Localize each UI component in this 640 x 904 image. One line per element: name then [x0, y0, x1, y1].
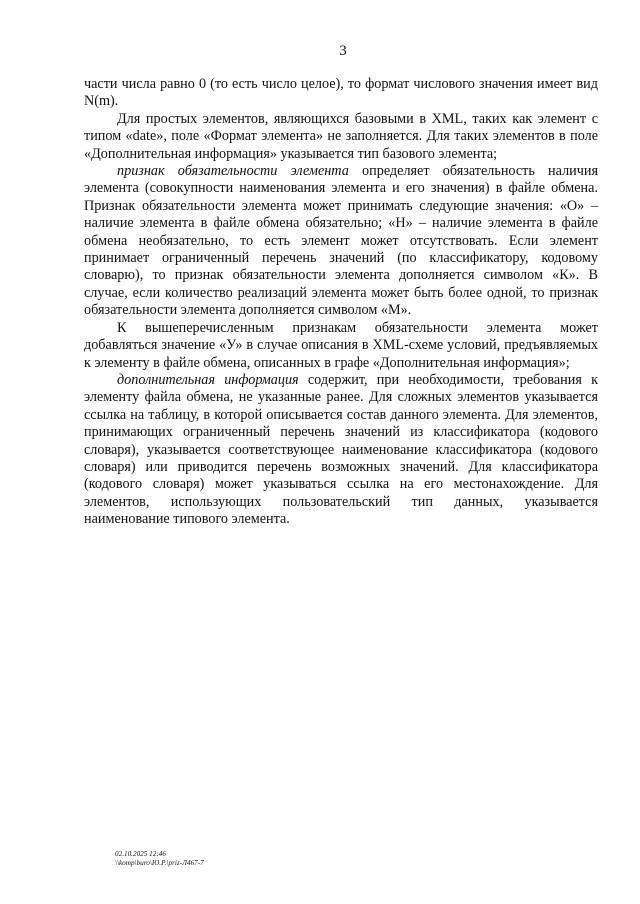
document-body: [84, 76, 598, 529]
paragraph-continuation: [84, 76, 598, 111]
paragraph-additional-info: [84, 372, 598, 529]
term-mandatory-flag: признак обязательности элемента: [117, 163, 349, 180]
term-additional-info: дополнительная информация: [117, 371, 299, 388]
paragraph-text: Для простых элементов, являющихся базовыми в XML, таких как элемент с типом «date», поле «Формат элемента» не заполняется. Для таких элементов в поле «Дополнительная информация» указывается тип базового элемента;: [84, 110, 598, 162]
paragraph-mandatory-flag: [84, 163, 598, 320]
page-number: 3: [339, 43, 347, 59]
paragraph-text: содержит, при необходимости, требования к элементу файла обмена, не указанные ранее. Для сложных элементов указывается ссылка на таблицу, в которой описывается состав данного элемента. Для элементов, принимающих ограниченный перечень значений из классификатора (кодового словаря), указывается соответствующее наименование классификатора (кодового словаря) или приводится перечень возможных значений. Для классификатора (кодового словаря) может указываться ссылка на его местонахождение. Для элементов, использующих пользовательский тип данных, указывается наименование типового элемента.: [84, 371, 598, 528]
paragraph-text: определяет обязательность наличия элемента (совокупности наименования элемента и его значения) в файле обмена. Признак обязательности элемента может принимать следующие значения: «О» – наличие элемента в файле обмена обязательно; «Н» – наличие элемента в файле обмена необязательно, то есть элемент может отсутствовать. Если элемент принимает ограниченный перечень значений (по классификатору, кодовому словарю), то признак обязательности элемента дополняется символом «К». В случае, если количество реализаций элемента может быть более одной, то признак обязательности элемента дополняется символом «М».: [84, 163, 598, 319]
paragraph-simple-elements: [84, 111, 598, 163]
paragraph-text: части числа равно 0 (то есть число целое), то формат числового значения имеет вид N(m).: [84, 76, 598, 110]
paragraph-text: К вышеперечисленным признакам обязательности элемента может добавляться значение «У» в случае описания в XML-схеме условий, предъявляемых к элементу в файле обмена, описанных в графе «Дополнительная информация»;: [84, 319, 598, 371]
paragraph-additional-flags: [84, 320, 598, 372]
footer-timestamp: 02.10.2025 12:46: [115, 850, 166, 858]
document-footer: [115, 850, 204, 868]
footer-file-path: \\komp\buro\Ю.Р.\priz-Л467-7: [115, 859, 204, 867]
